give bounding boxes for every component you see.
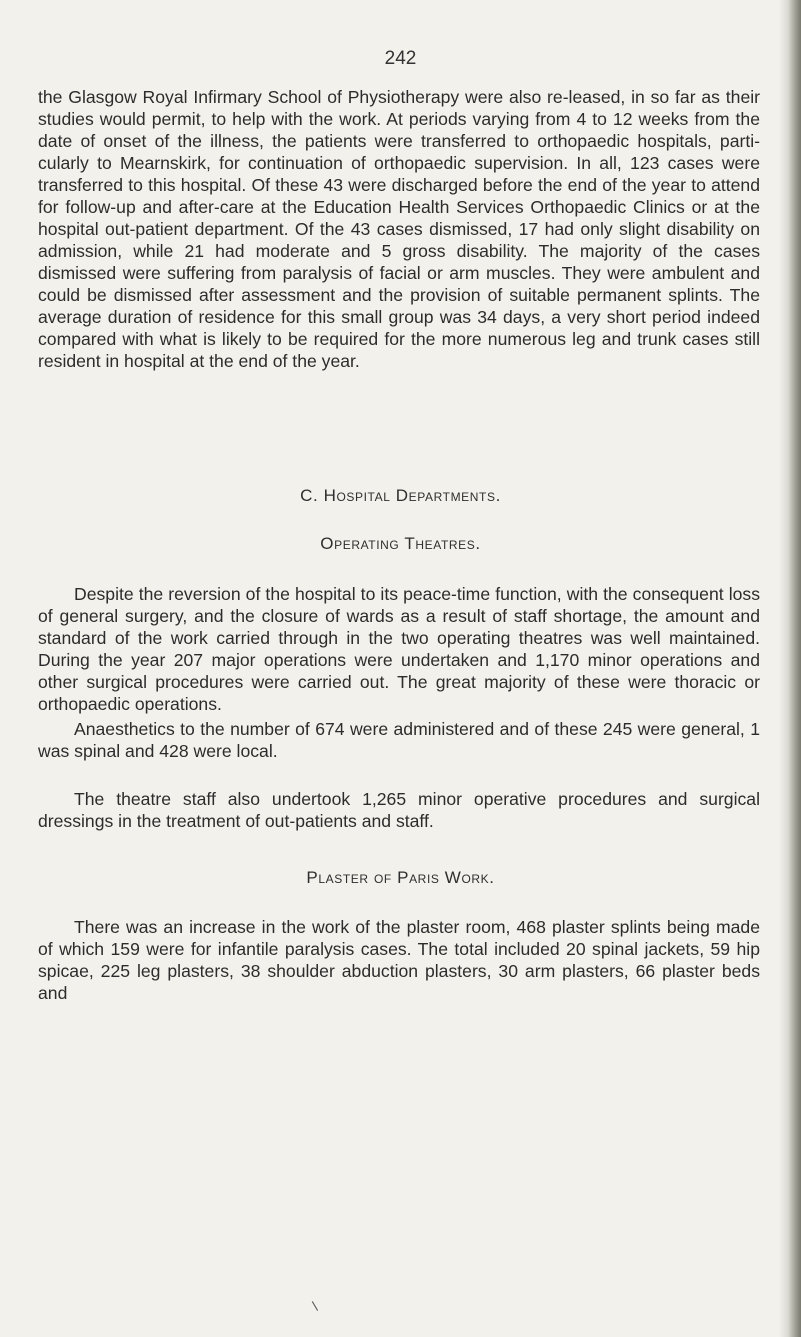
paragraph-theatre-staff: The theatre staff also undertook 1,265 minor operative procedures and surgical dressings in the treatment of out-patients and staff.	[38, 789, 760, 831]
paragraph-polio-transfers: the Glasgow Royal Infirmary School of Physiotherapy were also re-leased, in so far as their studies would permit, to help with the work. At periods varying from 4 to 12 weeks from the date of onset of the illness, the patients were transferred to orthopaedic hospitals, parti-cularly to Mearnskirk, for continuation of orthopaedic supervision. In all, 123 cases were transferred to this hospital. Of these 43 were discharged before the end of the year to attend for follow-up and after-care at the Education Health Services Orthopaedic Clinics or at the hospital out-patient department. Of the 43 cases dismissed, 17 had only slight disability on admission, while 21 had moderate and 5 gross disability. The majority of the cases dismissed were suffering from paralysis of facial or arm muscles. They were ambulent and could be dismissed after assessment and the provision of suitable permanent splints. The average duration of residence for this small group was 34 days, a very short period indeed compared with what is likely to be required for the more numerous leg and trunk cases still resident in hospital at the end of the year.	[38, 87, 760, 371]
subheading-operating-theatres: Operating Theatres.	[320, 534, 481, 553]
paragraph-plaster-work: There was an increase in the work of the plaster room, 468 plaster splints being made of which 159 were for infantile paralysis cases. The total included 20 spinal jackets, 59 hip spicae, 225 leg plasters, 38 shoulder abduction plasters, 30 arm plasters, 66 plaster beds and	[38, 917, 760, 1003]
section-heading: C. Hospital Departments.	[300, 486, 501, 505]
stray-mark: \	[310, 1297, 319, 1315]
subheading-plaster-work: Plaster of Paris Work.	[306, 868, 495, 887]
paragraph-operating-theatres: Despite the reversion of the hospital to its peace-time function, with the consequent loss of general surgery, and the closure of wards as a result of staff shortage, the amount and standard of the work carried through in the two operating theatres was well maintained. During the year 207 major operations were undertaken and 1,170 minor operations and other surgical procedures were carried out. The great majority of these were thoracic or orthopaedic operations.	[38, 584, 760, 714]
page-edge-shadow	[779, 0, 801, 1337]
paragraph-anaesthetics: Anaesthetics to the number of 674 were administered and of these 245 were general, 1 was spinal and 428 were local.	[38, 719, 760, 761]
page-number: 242	[384, 48, 417, 69]
